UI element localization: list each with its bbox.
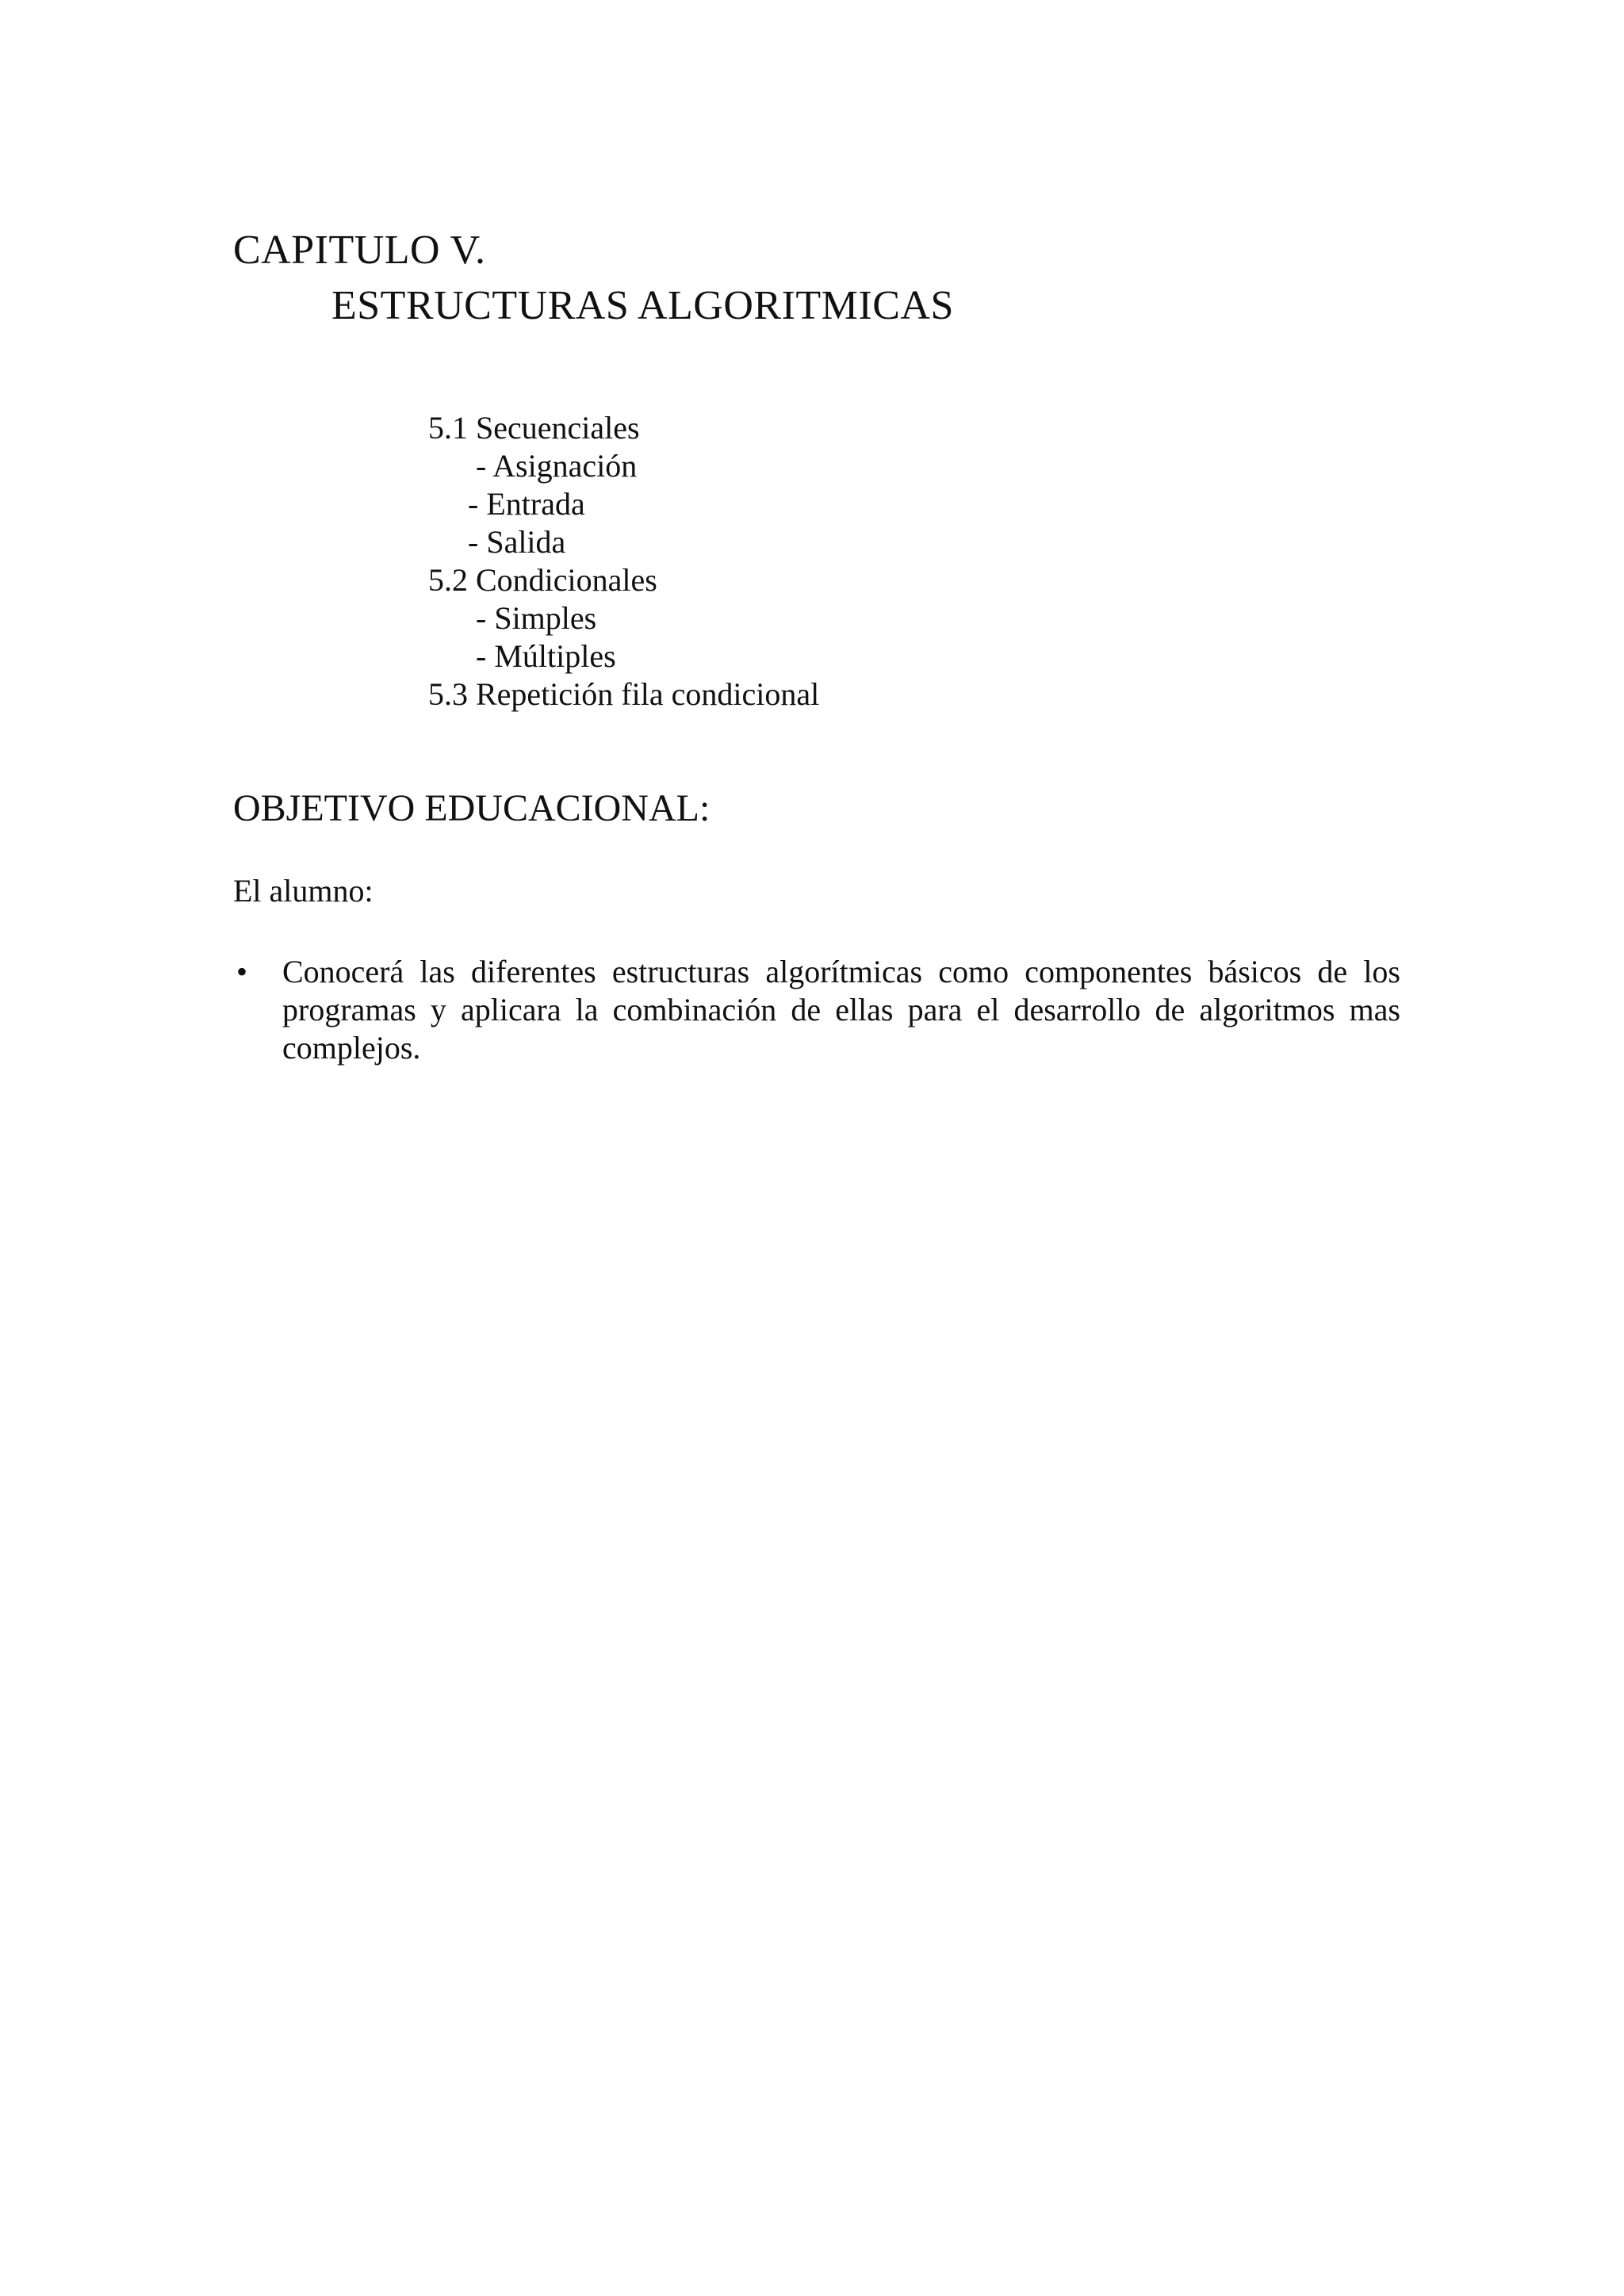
chapter-label: CAPITULO V.: [233, 228, 486, 273]
toc-subitem-simples: - Simples: [476, 600, 597, 636]
toc-subitem-multiples: - Múltiples: [476, 638, 616, 674]
toc-section-5-3: 5.3 Repetición fila condicional: [428, 676, 820, 712]
toc-subitem-asignacion: - Asignación: [476, 448, 638, 484]
toc-subitem-salida: - Salida: [468, 524, 566, 560]
toc-section-5-1: 5.1 Secuenciales: [428, 410, 640, 446]
table-of-contents: [428, 409, 819, 714]
chapter-title: ESTRUCTURAS ALGORITMICAS: [331, 283, 954, 328]
objective-bullet-item: [233, 953, 1400, 1067]
toc-section-5-2: 5.2 Condicionales: [428, 562, 657, 598]
toc-subitem-entrada: - Entrada: [468, 486, 585, 522]
objective-intro: El alumno:: [233, 873, 373, 909]
objective-bullet-list: [233, 953, 1400, 1067]
bullet-icon: •: [236, 954, 248, 989]
objective-bullet-text: Conocerá las diferentes estructuras algorítmicas como componentes básicos de los programas y aplicara la combinación de ellas para el desarrollo de algoritmos mas complejos.: [282, 954, 1400, 1066]
objective-heading: OBJETIVO EDUCACIONAL:: [233, 787, 710, 829]
